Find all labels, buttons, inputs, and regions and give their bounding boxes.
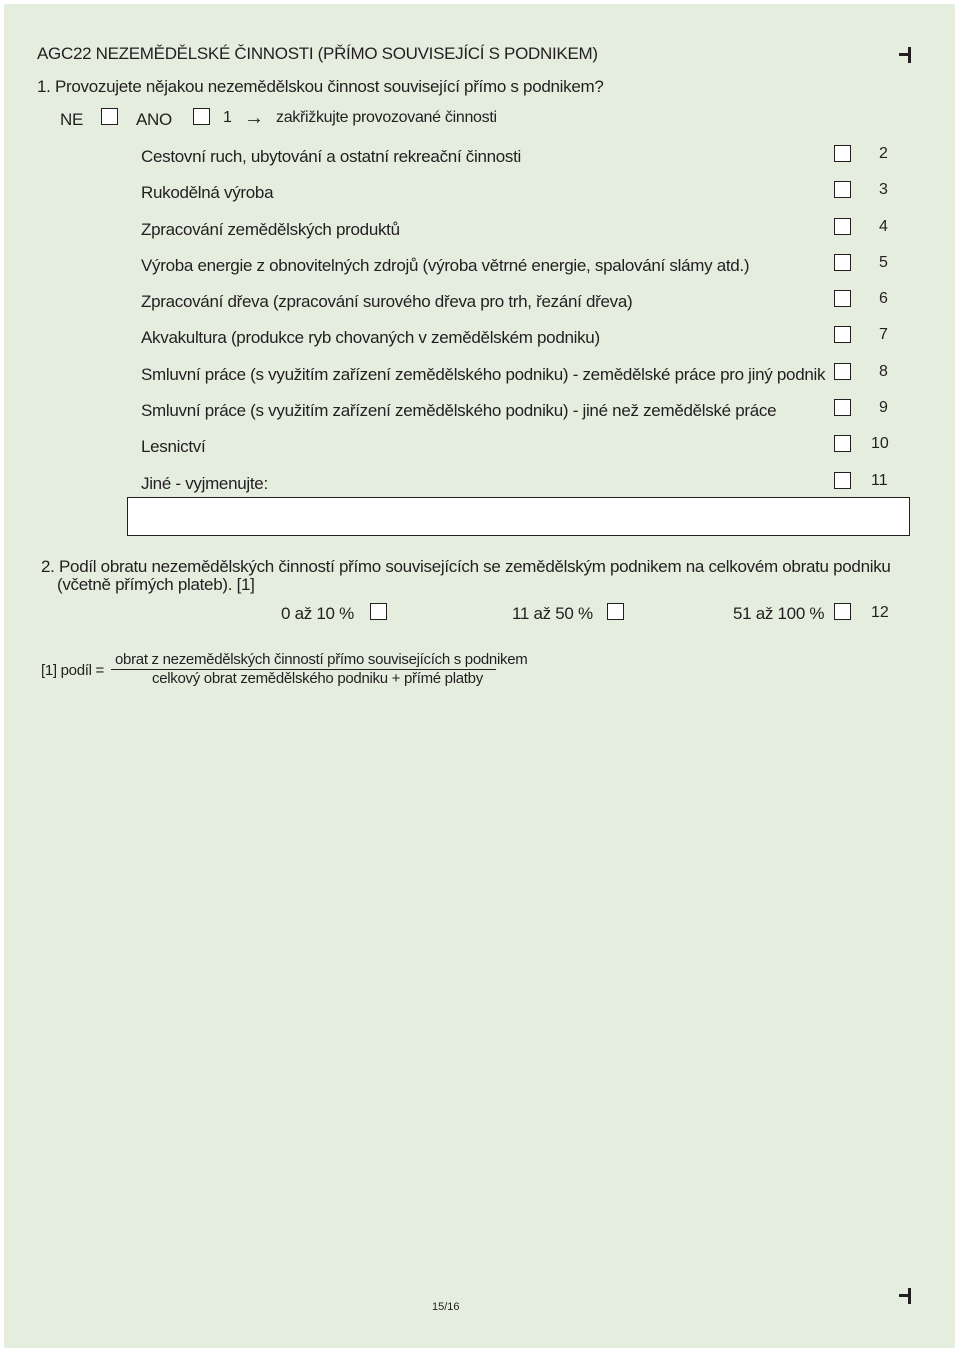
activity-checkbox-renewable-energy[interactable] bbox=[834, 254, 851, 271]
activity-checkbox-aquaculture[interactable] bbox=[834, 326, 851, 343]
instruction-text: zakřižkujte provozované činnosti bbox=[276, 109, 497, 126]
question-1: 1. Provozujete nějakou nezemědělskou činnost související přímo s podnikem? bbox=[37, 77, 604, 96]
activity-code-aquaculture: 7 bbox=[879, 326, 888, 343]
answer-yes-label: ANO bbox=[136, 110, 172, 129]
share-code: 12 bbox=[871, 604, 889, 621]
answer-yes-code: 1 bbox=[223, 109, 232, 126]
activity-checkbox-handicraft[interactable] bbox=[834, 181, 851, 198]
other-activity-text-field[interactable] bbox=[127, 497, 910, 536]
footnote-numerator: obrat z nezemědělských činností přímo souvisejících s podnikem bbox=[115, 651, 528, 668]
activity-label-forestry: Lesnictví bbox=[141, 437, 206, 456]
share-option-label-high: 51 až 100 % bbox=[733, 604, 825, 623]
arrow-icon: → bbox=[244, 107, 264, 129]
activity-code-handicraft: 3 bbox=[879, 181, 888, 198]
activity-label-contract-nonagri: Smluvní práce (s využitím zařízení zemědělského podniku) - jiné než zemědělské práce bbox=[141, 401, 777, 420]
footnote-denominator: celkový obrat zemědělského podniku + přímé platby bbox=[152, 670, 483, 687]
share-option-checkbox-mid[interactable] bbox=[607, 603, 624, 620]
activity-code-contract-agri: 8 bbox=[879, 363, 888, 380]
share-option-label-mid: 11 až 50 % bbox=[512, 604, 593, 623]
answer-yes-checkbox[interactable] bbox=[193, 108, 210, 125]
activity-checkbox-contract-agri[interactable] bbox=[834, 363, 851, 380]
activity-label-renewable-energy: Výroba energie z obnovitelných zdrojů (výroba větrné energie, spalování slámy atd.) bbox=[141, 256, 750, 275]
share-option-label-low: 0 až 10 % bbox=[281, 604, 354, 623]
activity-checkbox-wood-processing[interactable] bbox=[834, 290, 851, 307]
activity-code-other: 11 bbox=[871, 472, 888, 489]
activity-label-handicraft: Rukodělná výroba bbox=[141, 183, 274, 202]
activity-checkbox-contract-nonagri[interactable] bbox=[834, 399, 851, 416]
section-title: AGC22 NEZEMĚDĚLSKÉ ČINNOSTI (PŘÍMO SOUVISEJÍCÍ S PODNIKEM) bbox=[37, 44, 598, 63]
share-option-checkbox-high[interactable] bbox=[834, 603, 851, 620]
activity-code-processing: 4 bbox=[879, 218, 888, 235]
activity-label-tourism: Cestovní ruch, ubytování a ostatní rekreační činnosti bbox=[141, 147, 522, 166]
answer-no-checkbox[interactable] bbox=[101, 108, 118, 125]
activity-code-forestry: 10 bbox=[871, 435, 889, 452]
activity-code-wood-processing: 6 bbox=[879, 290, 888, 307]
answer-no-label: NE bbox=[60, 110, 84, 129]
footnote-label: [1] podíl = bbox=[41, 662, 104, 679]
activity-checkbox-processing[interactable] bbox=[834, 218, 851, 235]
share-option-checkbox-low[interactable] bbox=[370, 603, 387, 620]
activity-code-contract-nonagri: 9 bbox=[879, 399, 888, 416]
activity-checkbox-forestry[interactable] bbox=[834, 435, 851, 452]
registration-mark-bottom bbox=[897, 1288, 911, 1304]
activity-label-contract-agri: Smluvní práce (s využitím zařízení zemědělského podniku) - zemědělské práce pro jiný podnik bbox=[141, 365, 826, 384]
activity-label-wood-processing: Zpracování dřeva (zpracování surového dřeva pro trh, řezání dřeva) bbox=[141, 292, 633, 311]
registration-mark-top bbox=[897, 47, 911, 63]
activity-label-other: Jiné - vyjmenujte: bbox=[141, 474, 268, 493]
activity-code-renewable-energy: 5 bbox=[879, 254, 888, 271]
activity-checkbox-other[interactable] bbox=[834, 472, 851, 489]
activity-label-aquaculture: Akvakultura (produkce ryb chovaných v zemědělském podniku) bbox=[141, 328, 600, 347]
activity-checkbox-tourism[interactable] bbox=[834, 145, 851, 162]
activity-code-tourism: 2 bbox=[879, 145, 888, 162]
page-number: 15/16 bbox=[432, 1301, 460, 1313]
activity-label-processing: Zpracování zemědělských produktů bbox=[141, 220, 400, 239]
question-2-line-1: 2. Podíl obratu nezemědělských činností přímo souvisejících se zemědělským podnikem na celkovém obratu podniku bbox=[41, 557, 891, 576]
question-2-line-2: (včetně přímých plateb). [1] bbox=[57, 575, 255, 594]
